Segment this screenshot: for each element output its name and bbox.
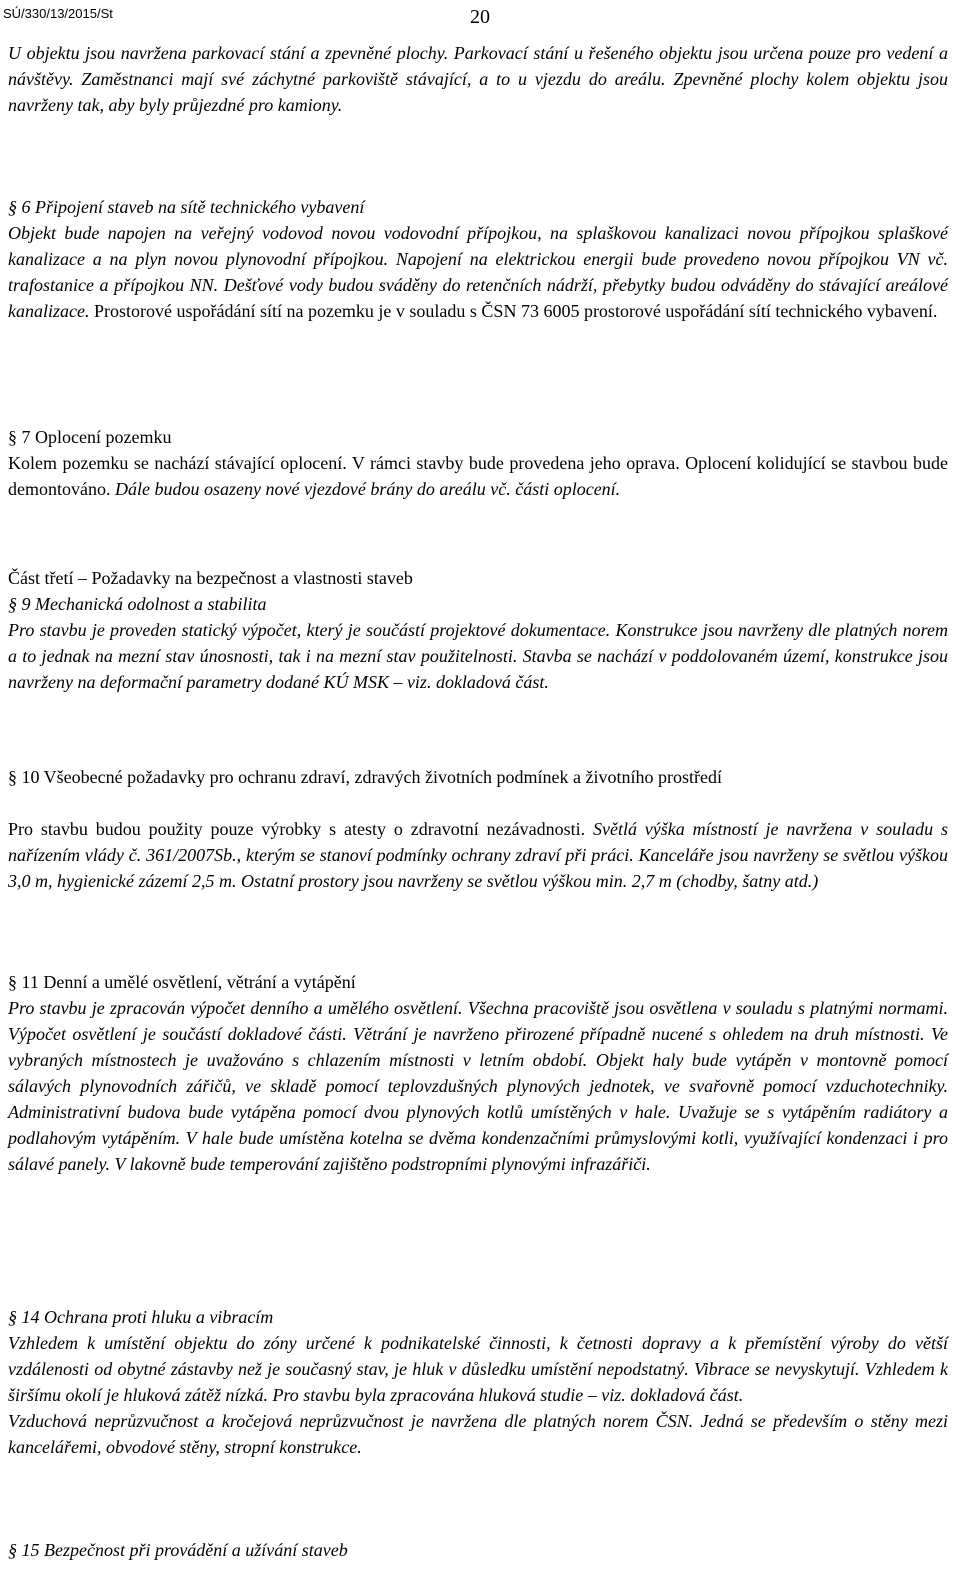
section-14-text-italic: Vzhledem k umístění objektu do zóny určené k podnikatelské činnosti, k četnosti dopravy a k přemístění výroby do větší vzdálenosti od obytné zástavby než je současný stav, je hluk v důsledku umístění nepodstatný. Vibrace se nevyskytují. Vzhledem k širšímu okolí je hluková zátěž nízká. Pro stavbu byla zpracována hluková studie – viz. dokladová část.	[8, 1333, 948, 1405]
section-10-body	[8, 816, 948, 894]
page-number: 20	[470, 6, 490, 28]
section-7-body	[8, 450, 948, 502]
part-3-heading: Část třetí – Požadavky na bezpečnost a vlastnosti staveb	[8, 568, 413, 588]
section-11-text: Pro stavbu je zpracován výpočet denního a umělého osvětlení. Všechna pracoviště jsou osvětlena v souladu s platnými normami. Výpočet osvětlení je součástí dokladové části. Větrání je navrženo přirozené případně nucené s ohledem na druh místnosti. Ve vybraných místnostech je uvažováno s chlazením místnosti v letním období. Objekt haly bude vytápěn v montovně pomocí sálavých plynovodních zářičů, ve skladě pomocí teplovzdušných plynových jednotek, ve svařovně pomocí vzduchotechniky. Administrativní budova bude vytápěna pomocí dvou plynových kotlů umístěných v hale. Uvažuje se s vytápěním radiátory a podlahovým vytápěním. V hale bude umístěna kotelna se dvěma kondenzačními průmyslovými kotli, využívající kondenzaci i pro sálavé panely. V lakovně bude temperování zajištěno podstropními plynovými infrazářiči.	[8, 998, 948, 1174]
intro-paragraph	[8, 40, 948, 118]
section-14-text-upright: Vzduchová neprůzvučnost a kročejová neprůzvučnost je navržena dle platných norem ČSN. Jedná se především o stěny mezi kancelářemi, obvodové stěny, stropní konstrukce.	[8, 1411, 948, 1457]
section-9-text-upright-1: Konstrukce jsou navrženy dle platných norem a to jednak na mezní stav únosnosti, tak i na mezní stav použitelnosti.	[8, 620, 948, 666]
section-9-text-italic: Pro stavbu je proveden statický výpočet, který je součástí projektové dokumentace.	[8, 620, 611, 640]
section-6-body	[8, 220, 948, 324]
section-9-body	[8, 617, 948, 695]
section-9-text-upright-2: Stavba se nachází v poddolovaném území, konstrukce jsou navrženy na deformační parametry dodané KÚ MSK – viz. dokladová část.	[8, 646, 949, 692]
section-11-heading: § 11 Denní a umělé osvětlení, větrání a vytápění	[8, 972, 356, 992]
section-7-heading: § 7 Oplocení pozemku	[8, 427, 172, 447]
section-6-text-italic: Objekt bude napojen na veřejný vodovod novou vodovodní přípojkou, na splaškovou kanalizaci novou přípojkou splaškové kanalizace a na plyn novou plynovodní přípojkou. Napojení na elektrickou energii bude provedeno novou přípojkou VN vč. trafostanice a přípojkou NN. Dešťové vody budou sváděny do retenčních nádrží, přebytky budou odváděny do stávající areálové kanalizace.	[8, 223, 948, 321]
section-7-text-italic: Dále budou osazeny nové vjezdové brány do areálu vč. části oplocení.	[110, 479, 621, 499]
document-reference: SÚ/330/13/2015/St	[3, 6, 113, 21]
section-7-text-upright: Kolem pozemku se nachází stávající oplocení. V rámci stavby bude provedena jeho oprava. Oplocení kolidující se stavbou bude demontováno.	[8, 453, 948, 499]
section-14-heading: § 14 Ochrana proti hluku a vibracím	[8, 1307, 274, 1327]
section-11-body	[8, 995, 948, 1177]
intro-text: U objektu jsou navržena parkovací stání a zpevněné plochy. Parkovací stání u řešeného objektu jsou určena pouze pro vedení a návštěvy. Zaměstnanci mají své záchytné parkoviště stávající, a to u vjezdu do areálu. Zpevněné plochy kolem objektu jsou navrženy tak, aby byly průjezdné pro kamiony.	[8, 43, 948, 115]
section-10-text-upright: Pro stavbu budou použity pouze výrobky s atesty o zdravotní nezávadnosti.	[8, 819, 586, 839]
section-6-text-upright: Prostorové uspořádání sítí na pozemku je v souladu s ČSN 73 6005 prostorové uspořádání sítí technického vybavení.	[89, 301, 938, 321]
section-10-heading: § 10 Všeobecné požadavky pro ochranu zdraví, zdravých životních podmínek a životního prostředí	[8, 767, 722, 787]
section-14-body	[8, 1330, 948, 1460]
section-6-heading: § 6 Připojení staveb na sítě technického vybavení	[8, 197, 365, 217]
section-9-heading: § 9 Mechanická odolnost a stabilita	[8, 594, 267, 614]
section-10-text-italic: Světlá výška místností je navržena v souladu s nařízením vlády č. 361/2007Sb., kterým se stanoví podmínky ochrany zdraví při práci. Kanceláře jsou navrženy se světlou výškou 3,0 m, hygienické zázemí 2,5 m. Ostatní prostory jsou navrženy se světlou výškou min. 2,7 m (chodby, šatny atd.)	[8, 819, 948, 891]
section-15-heading: § 15 Bezpečnost při provádění a užívání staveb	[8, 1540, 348, 1560]
